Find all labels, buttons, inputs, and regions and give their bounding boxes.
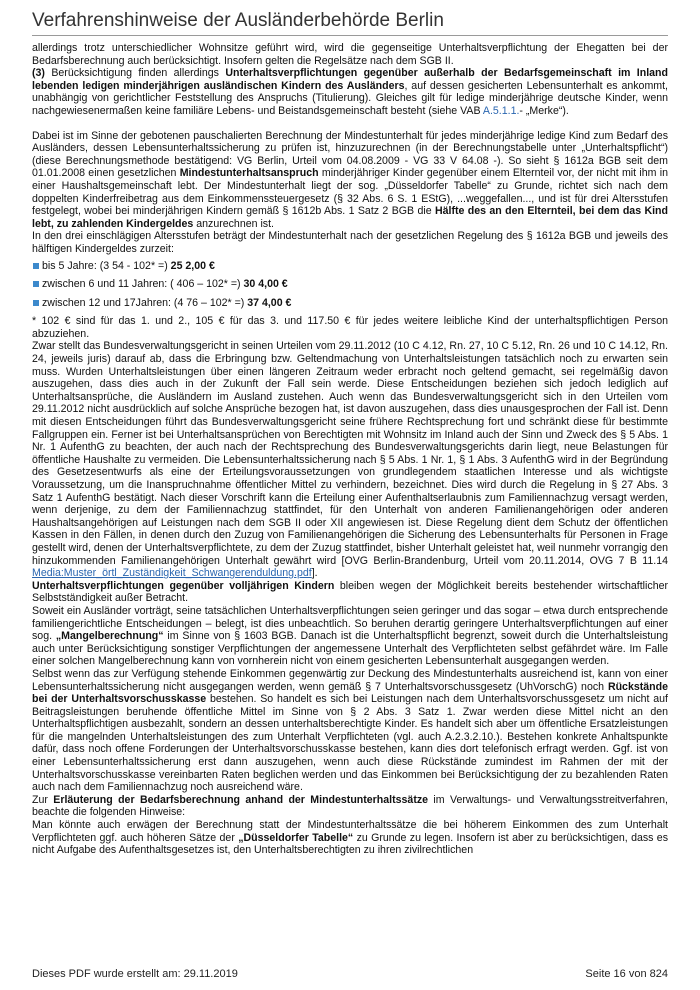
vab-reference-link[interactable]: A.5.1.1. — [482, 104, 520, 117]
page-number: Seite 16 von 824 — [585, 968, 668, 980]
paragraph-1: allerdings trotz unterschiedlicher Wohnsitze geführt wird, wird die gegenseitige Unterhaltsverpflichtung der Ehegatten bei der Bedarfsberechnung auch berücksichtigt. Insofern gelten die Regelsätze nach dem SGB II. — [32, 42, 668, 67]
paragraph-6: Zwar stellt das Bundesverwaltungsgericht in seinen Urteilen vom 29.11.2012 (10 C 4.12, Rn. 27, 10 C 5.12, Rn. 26 und 10 C 14.12, Rn. 24, jeweils juris) darauf ab, dass die Erbringung bzw. Geltendmachung von Unterhaltsleistungen tatsächlich noch zu erwarten sein muss. Wurden Unterhaltsleistungen über einen längeren Zeitraum weder erbracht noch geltend gemacht, sei regelmäßig davon auszugehen, dass dies auch in der Zukunft der Fall sein werde. Diese Entscheidungen beziehen sich jedoch lediglich auf Unterhaltsansprüche, die Ausländern im Ausland zustehen. Auch wenn das Bundesverwaltungsgericht sich in den Urteilen vom 29.11.2012 nicht ausdrücklich auf solche Ansprüche bezogen hat, ist davon auszugehen, dass dies unausgesprochen der Fall ist. Denn mit diesen Entscheidungen führt das Bundesverwaltungsgericht seine frühere Rechtsprechung fort und schränkt diese für bestimmte Fallgruppen ein. Ferner ist bei Unterhaltsansprüchen von Berechtigten mit Wohnsitz im Inland auch der Sinn und Zweck des § 5 Abs. 1 Nr. 1 AufenthG zu beachten, der auch nach der Rechtsprechung des Bundesverwaltungsgerichts darin liegt, neue Belastungen für öffentliche Haushalte zu vermeiden. Die Lebensunterhaltssicherung nach § 5 Abs. 1 Nr. 1, § 1 Abs. 3 AufenthG wird in der Begründung des Gesetzesentwurfs als eine der Erteilungsvoraussetzungen von grundlegendem staatlichen Interesse und als wichtigste Voraussetzung, um die Inanspruchnahme öffentlicher Mittel zu verhindern, bezeichnet. Dies wird durch die Regelung in § 27 Abs. 3 Satz 1 AufenthG bestätigt. Nach dieser Vorschrift kann die Erteilung einer Aufenthaltserlaubnis zum Familiennachzug versagt werden, wenn derjenige, zu dem der Familiennachzug stattfindet, für den Unterhalt von anderen Familienangehörigen oder anderen Haushaltsangehörigen auf Leistungen nach dem SGB II oder XII angewiesen ist. Diese Regelung dient dem Schutz der öffentlichen Kassen in den Fällen, in denen durch den Zuzug von Familienangehörigen die Sicherung des Lebensunterhalts für Personen in Frage gestellt wird, denen der Unterhaltsverpflichtete, zu dem der Zuzug stattfindet, bisher Unterhalt geleistet hat, weil nunmehr vorrangig den hinzukommenden Familienangehörigen Unterhalt gewährt wird [OVG Berlin-Brandenburg, Urteil vom 20.11.2014, OVG 7 B 11.14 Media:Muster_örtl_Zuständigkeit_Schwangerenduldung.pdf]. — [32, 340, 668, 580]
paragraph-8: Soweit ein Ausländer vorträgt, seine tatsächlichen Unterhaltsverpflichtungen seien geringer und das sogar – etwa durch entsprechende familiengerichtliche Entscheidungen – belegt, ist dies unbeachtlich. So beruhen derartig geringere Unterhaltsverpflichtungen auf einer sog. „Mangelberechnung“ im Sinne von § 1603 BGB. Danach ist die Unterhaltspflicht begrenzt, soweit durch die Unterhaltsleistung auch unter Berücksichtigung sonstiger Verpflichtungen der angemessene Unterhalt des Verpflichteten selbst gefährdet wäre. Im Falle einer solchen Mangelberechnung kann von vornherein nicht von einem gesicherten Lebensunterhalt ausgegangen werden. — [32, 604, 669, 668]
list-item: zwischen 12 und 17Jahren: (4 76 – 102* =) 37 4,00 € — [32, 297, 668, 310]
bullet-icon — [33, 281, 39, 287]
paragraph-7: Unterhaltsverpflichtungen gegenüber volljährigen Kindern bleiben wegen der Möglichkeit bereits bestehender wirtschaftlicher Selbstständigkeit außer Betracht. — [32, 579, 669, 605]
paragraph-number: (3) — [32, 67, 45, 80]
creation-date: Dieses PDF wurde erstellt am: 29.11.2019 — [32, 968, 238, 980]
footnote-paragraph: * 102 € sind für das 1. und 2., 105 € für das 3. und 117.50 € für jedes weitere leibliche Kind der unterhaltspflichtigen Person abzuziehen. — [32, 315, 668, 340]
document-title: Verfahrenshinweise der Ausländerbehörde Berlin — [32, 10, 444, 31]
paragraph-4: In den drei einschlägigen Altersstufen beträgt der Mindestunterhalt nach der gesetzlichen Regelung des § 1612a BGB und jeweils des hälftigen Kindergeldes zurzeit: — [32, 230, 668, 255]
paragraph-10: Zur Erläuterung der Bedarfsberechnung anhand der Mindestunterhaltssätze im Verwaltungs- und Verwaltungsstreitverfahren, beachte die folgenden Hinweise: — [32, 793, 668, 819]
media-pdf-link[interactable]: Media:Muster_örtl_Zuständigkeit_Schwangerenduldung.pdf — [32, 567, 312, 580]
bullet-icon — [33, 263, 39, 269]
paragraph-9: Selbst wenn das zur Verfügung stehende Einkommen gegenwärtig zur Deckung des Mindestunterhalts ausreichend ist, kann von einer Lebensunterhaltssicherung nicht ausgegangen werden, wenn gemäß § 7 Unterhaltsvorschussgesetz (UhVorschG) noch Rückstände bei der Unterhaltsvorschusskasse bestehen. So handelt es sich bei Leistungen nach dem Unterhaltsvorschussgesetz um nicht auf Beitragsleistungen beruhende öffentliche Mittel im Sinne von § 2 Abs. 3 Satz 1. Zwar werden diese Mittel nicht an den Unterhaltspflichtigen ausbezahlt, sondern an dessen unterhaltsberechtigte Kinder. Es handelt sich aber um öffentliche Ersatzleistungen für die mangelnden Unterhaltsleistungen des zum Unterhalt Verpflichteten (vgl. auch A.2.3.2.10.). Bestehen konkrete Anhaltspunkte dafür, dass noch offene Forderungen der Unterhaltsvorschusskasse bestehen, kann dies dort telefonisch erfragt werden. Ggf. ist von einer Lebensunterhaltssicherung erst dann auszugehen, wenn auch diese Rückstände zumindest im Rahmen der mit der Unterhaltsvorschusskasse vereinbarten Raten beglichen werden und das Einkommen bei Berücksichtigung der zu bezahlenden Raten auch nach dem Familiennachzug noch ausreichend wäre. — [32, 667, 668, 794]
page-footer — [32, 968, 668, 980]
paragraph-2: (3) Berücksichtigung finden allerdings Unterhaltsverpflichtungen gegenüber außerhalb der Bedarfsgemeinschaft im Inland lebenden ledigen minderjährigen ausländischen Kindern des Ausländers, auf dessen gesicherten Lebensunterhalt es ankommt, unabhängig von gerichtlicher Feststellung des Anspruchs (Titulierung). Gleiches gilt für ledige minderjährige deutsche Kinder, wenn nachgewiesenermaßen keine familiäre Lebens- und Beistandsgemeinschaft besteht (siehe VAB A.5.1.1.- „Merke“). — [32, 67, 668, 117]
list-item: bis 5 Jahre: (3 54 - 102* =) 25 2,00 € — [32, 260, 668, 273]
list-item: zwischen 6 und 11 Jahren: ( 406 – 102* =) 30 4,00 € — [32, 278, 668, 291]
paragraph-3: Dabei ist im Sinne der gebotenen pauschalierten Berechnung der Mindestunterhalt für jedes minderjährige ledige Kind zum Bedarf des Ausländers, dessen Lebensunterhaltssicherung zu prüfen ist, hinzuzurechnen (in der Berechnungstabelle unter „Unterhaltspflicht“) (diese Berechnungsmethode bestätigend: VG Berlin, Urteil vom 04.08.2009 - VG 33 V 64.08 -). So sieht § 1612a BGB seit dem 01.01.2008 einen gesetzlichen Mindestunterhaltsanspruch minderjähriger Kinder gegenüber einem Elternteil vor, der nicht mit ihm in einer Haushaltsgemeinschaft lebt. Der Mindestunterhalt liegt der sog. „Düsseldorfer Tabelle“ zu Grunde, richtet sich nach dem doppelten Kinderfreibetrag aus dem Einkommenssteuergesetz (§ 32 Abs. 6 S. 1 EStG), ...weggefallen..., und ist für drei Altersstufen festgelegt, wobei bei minderjährigen Kindern gemäß § 1612b Abs. 1 Satz 2 BGB die Hälfte des an den Elternteil, bei dem das Kind lebt, zu zahlenden Kindergeldes anzurechnen ist. — [32, 129, 668, 230]
paragraph-11: Man könnte auch erwägen der Berechnung statt der Mindestunterhaltssätze die bei höherem Einkommen des zum Unterhalt Verpflichteten ggf. auch höheren Sätze der „Düsseldorfer Tabelle“ zu Grunde zu legen. Insofern ist aber zu berücksichtigen, dass es nicht Aufgabe des Aufenthaltsgesetzes ist, den Unterhaltsberechtigten zu ihren zivilrechtlichen — [32, 819, 668, 857]
bullet-icon — [33, 300, 39, 306]
document-body — [32, 42, 668, 857]
page-header — [32, 10, 668, 36]
